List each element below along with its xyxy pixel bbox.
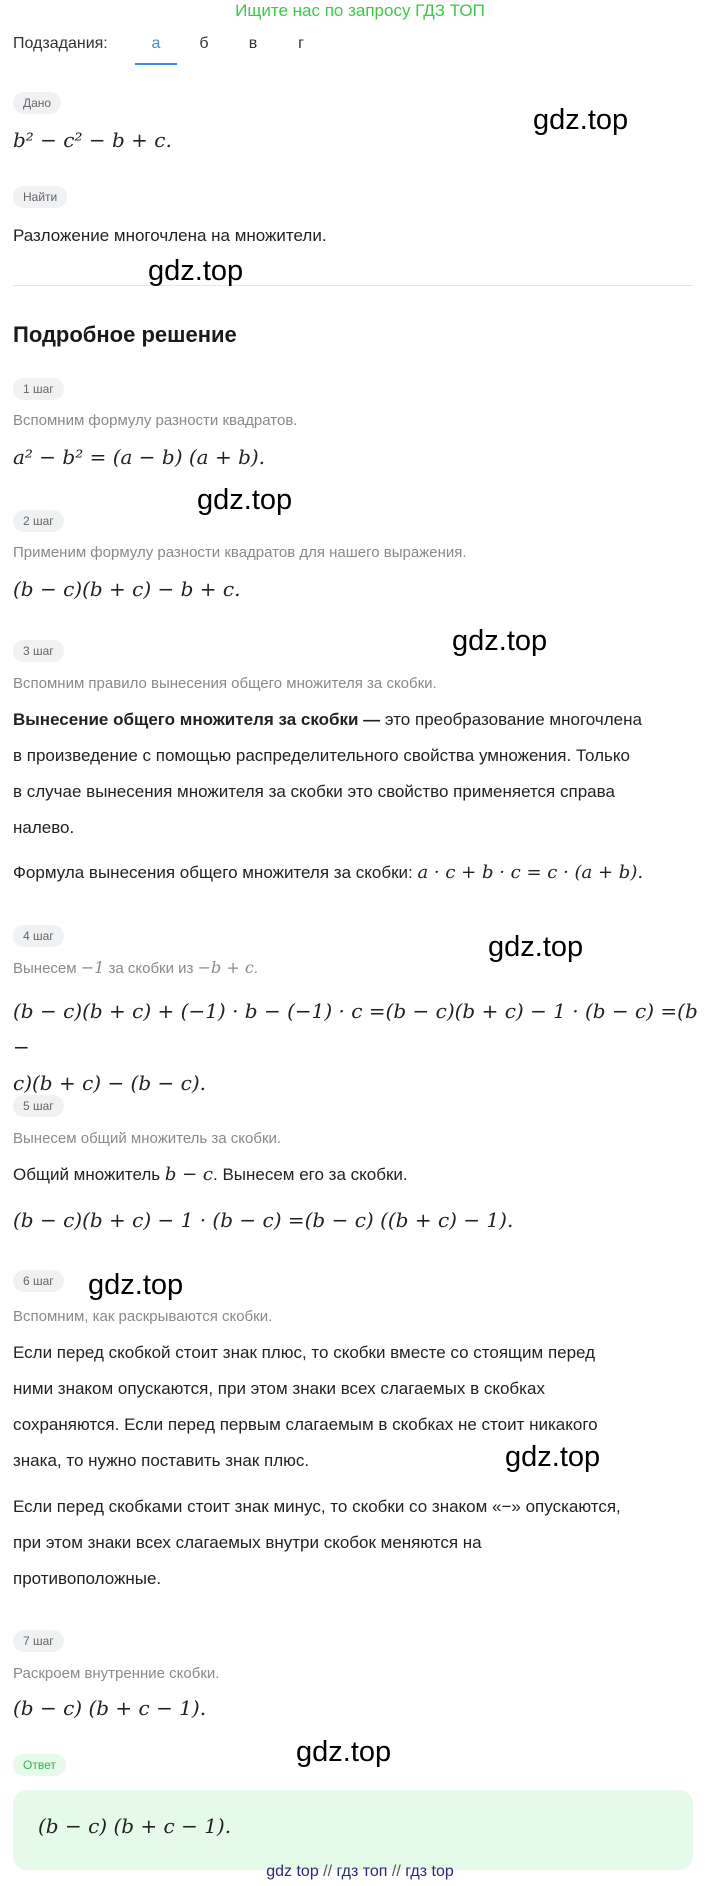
step-1-expression: a² − b² = (a − b) (a + b). [13,445,266,469]
paragraph-line: Если перед скобками стоит знак минус, то скобки со знаком «−» опускаются, [13,1497,621,1516]
text-part: . Вынесем его за скобки. [213,1165,408,1184]
definition-line: в произведение с помощью распределительного свойства умножения. Только [13,746,630,765]
search-banner: Ищите нас по запросу ГДЗ ТОП [235,1,485,20]
tab-b[interactable]: б [199,35,209,52]
step-3-pill: 3 шаг [13,640,64,662]
answer-expression: (b − c) (b + c − 1). [38,1814,232,1838]
step-2-pill: 2 шаг [13,510,64,532]
watermark: gdz.top [488,931,584,963]
footer-links [0,1863,720,1881]
tab-g[interactable]: г [298,35,304,52]
watermark: gdz.top [533,104,629,136]
paragraph-line: знака, то нужно поставить знак плюс. [13,1451,310,1470]
hint-text: Вынесем [13,960,81,977]
hint-math: −b + c [197,958,254,977]
definition-line: это преобразование многочлена [380,710,642,729]
hint-math: −1 [80,958,105,977]
definition-term: Вынесение общего множителя за скобки — [13,710,381,729]
footer-separator: // [391,1863,401,1880]
step-6-paragraph-2 [13,1489,703,1597]
solution-title: Подробное решение [13,322,237,347]
find-pill: Найти [13,186,67,208]
paragraph-line: ними знаком опускаются, при этом знаки всех слагаемых в скобках [13,1379,545,1398]
active-tab-indicator [135,63,177,65]
definition-line: налево. [13,818,75,837]
step-1-hint: Вспомним формулу разности квадратов. [13,412,298,429]
formula-label: Формула вынесения общего множителя за скобки: [13,863,418,882]
definition-line: в случае вынесения множителя за скобки это свойство применяется справа [13,782,615,801]
formula-expression: a · c + b · c = c · (a + b). [417,862,644,883]
step-2-hint: Применим формулу разности квадратов для нашего выражения. [13,544,467,561]
step-7-expression: (b − c) (b + c − 1). [13,1696,207,1720]
step-5-text [13,1157,408,1193]
paragraph-line: Если перед скобкой стоит знак плюс, то скобки вместе со стоящим перед [13,1343,596,1362]
subtasks-label: Подзадания: [13,35,108,52]
watermark: gdz.top [505,1441,601,1473]
paragraph-line: сохраняются. Если перед первым слагаемым в скобках не стоит никакого [13,1415,598,1434]
footer-link[interactable]: gdz top [266,1863,319,1880]
footer-separator: // [323,1863,333,1880]
watermark: gdz.top [197,484,293,516]
step-4-hint [13,958,258,977]
paragraph-line: противоположные. [13,1569,162,1588]
step-5-hint: Вынесем общий множитель за скобки. [13,1130,282,1147]
step-3-hint: Вспомним правило вынесения общего множителя за скобки. [13,675,437,692]
step-3-definition [13,702,703,846]
text-part: Общий множитель [13,1165,165,1184]
step-2-expression: (b − c)(b + c) − b + c. [13,577,241,601]
footer-link[interactable]: гдз top [405,1863,454,1880]
step-5-pill: 5 шаг [13,1095,64,1117]
step-6-pill: 6 шаг [13,1270,64,1292]
step-7-hint: Раскроем внутренние скобки. [13,1665,220,1682]
step-4-expression [13,993,720,1101]
step-4-pill: 4 шаг [13,925,64,947]
answer-pill: Ответ [13,1754,66,1776]
expression-line: (b − c)(b + c) + (−1) · b − (−1) · c =(b − c)(b + c) − 1 · (b − c) =(b − [13,999,698,1059]
step-1-pill: 1 шаг [13,378,64,400]
hint-text: . [253,960,258,977]
expression-line: c)(b + c) − (b − c). [13,1071,206,1095]
step-7-pill: 7 шаг [13,1630,64,1652]
footer-link[interactable]: гдз топ [336,1863,388,1880]
tab-v[interactable]: в [248,35,258,52]
watermark: gdz.top [452,625,548,657]
given-expression: b² − c² − b + c. [13,128,172,152]
watermark: gdz.top [148,255,244,287]
given-pill: Дано [13,92,61,114]
tab-a[interactable]: а [151,35,161,52]
watermark: gdz.top [296,1736,392,1768]
divider [13,285,693,286]
watermark: gdz.top [88,1269,184,1301]
find-text: Разложение многочлена на множители. [13,226,327,245]
step-3-formula [13,855,643,891]
paragraph-line: при этом знаки всех слагаемых внутри скобок меняются на [13,1533,482,1552]
text-math: b − c [164,1164,213,1185]
step-5-expression: (b − c)(b + c) − 1 · (b − c) =(b − c) ((b + c) − 1). [13,1208,514,1232]
hint-text: за скобки из [104,960,198,977]
step-6-hint: Вспомним, как раскрываются скобки. [13,1308,273,1325]
